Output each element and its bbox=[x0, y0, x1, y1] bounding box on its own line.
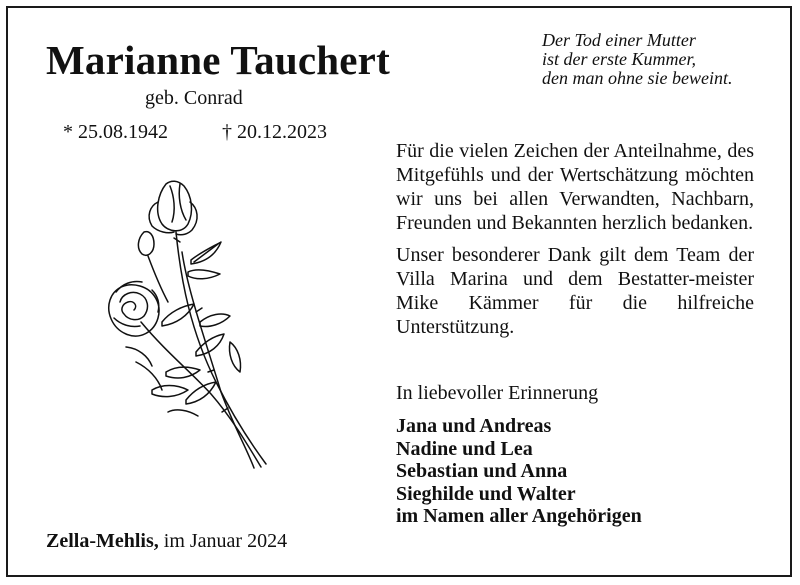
place: Zella-Mehlis, bbox=[46, 530, 159, 552]
signer: Jana und Andreas bbox=[396, 415, 552, 437]
remembrance-line: In liebevoller Erinnerung bbox=[396, 382, 599, 404]
place-date bbox=[46, 530, 287, 553]
date: im Januar 2024 bbox=[163, 530, 288, 552]
quote-line: Der Tod einer Mutter bbox=[542, 30, 696, 50]
signer: Sebastian und Anna bbox=[396, 460, 568, 482]
thank-you-paragraph: Für die vielen Zeichen der Anteilnahme, des Mitgefühls und der Wertschätzung möchten wir uns bei allen Verwandten, Nachbarn, Freunden und Bekannten herzlich bedanken. bbox=[396, 140, 754, 234]
quote-line: den man ohne sie beweint. bbox=[542, 68, 733, 88]
rose-illustration-icon bbox=[96, 172, 281, 472]
memorial-quote bbox=[542, 31, 732, 88]
quote-line: ist der erste Kummer, bbox=[542, 49, 696, 69]
signer: im Namen aller Angehörigen bbox=[396, 505, 642, 527]
signers-list bbox=[396, 415, 642, 528]
birth-date: * 25.08.1942 bbox=[63, 121, 168, 143]
birth-name: geb. Conrad bbox=[145, 87, 243, 109]
signer: Sieghilde und Walter bbox=[396, 482, 576, 505]
thank-you-text bbox=[396, 139, 754, 347]
deceased-name: Marianne Tauchert bbox=[46, 37, 390, 83]
signer: Nadine und Lea bbox=[396, 437, 533, 460]
death-date: † 20.12.2023 bbox=[222, 121, 327, 143]
thank-you-paragraph: Unser besonderer Dank gilt dem Team der Villa Marina und dem Bestatter-meister Mike Kämmer für die hilfreiche Unterstützung. bbox=[396, 244, 754, 338]
